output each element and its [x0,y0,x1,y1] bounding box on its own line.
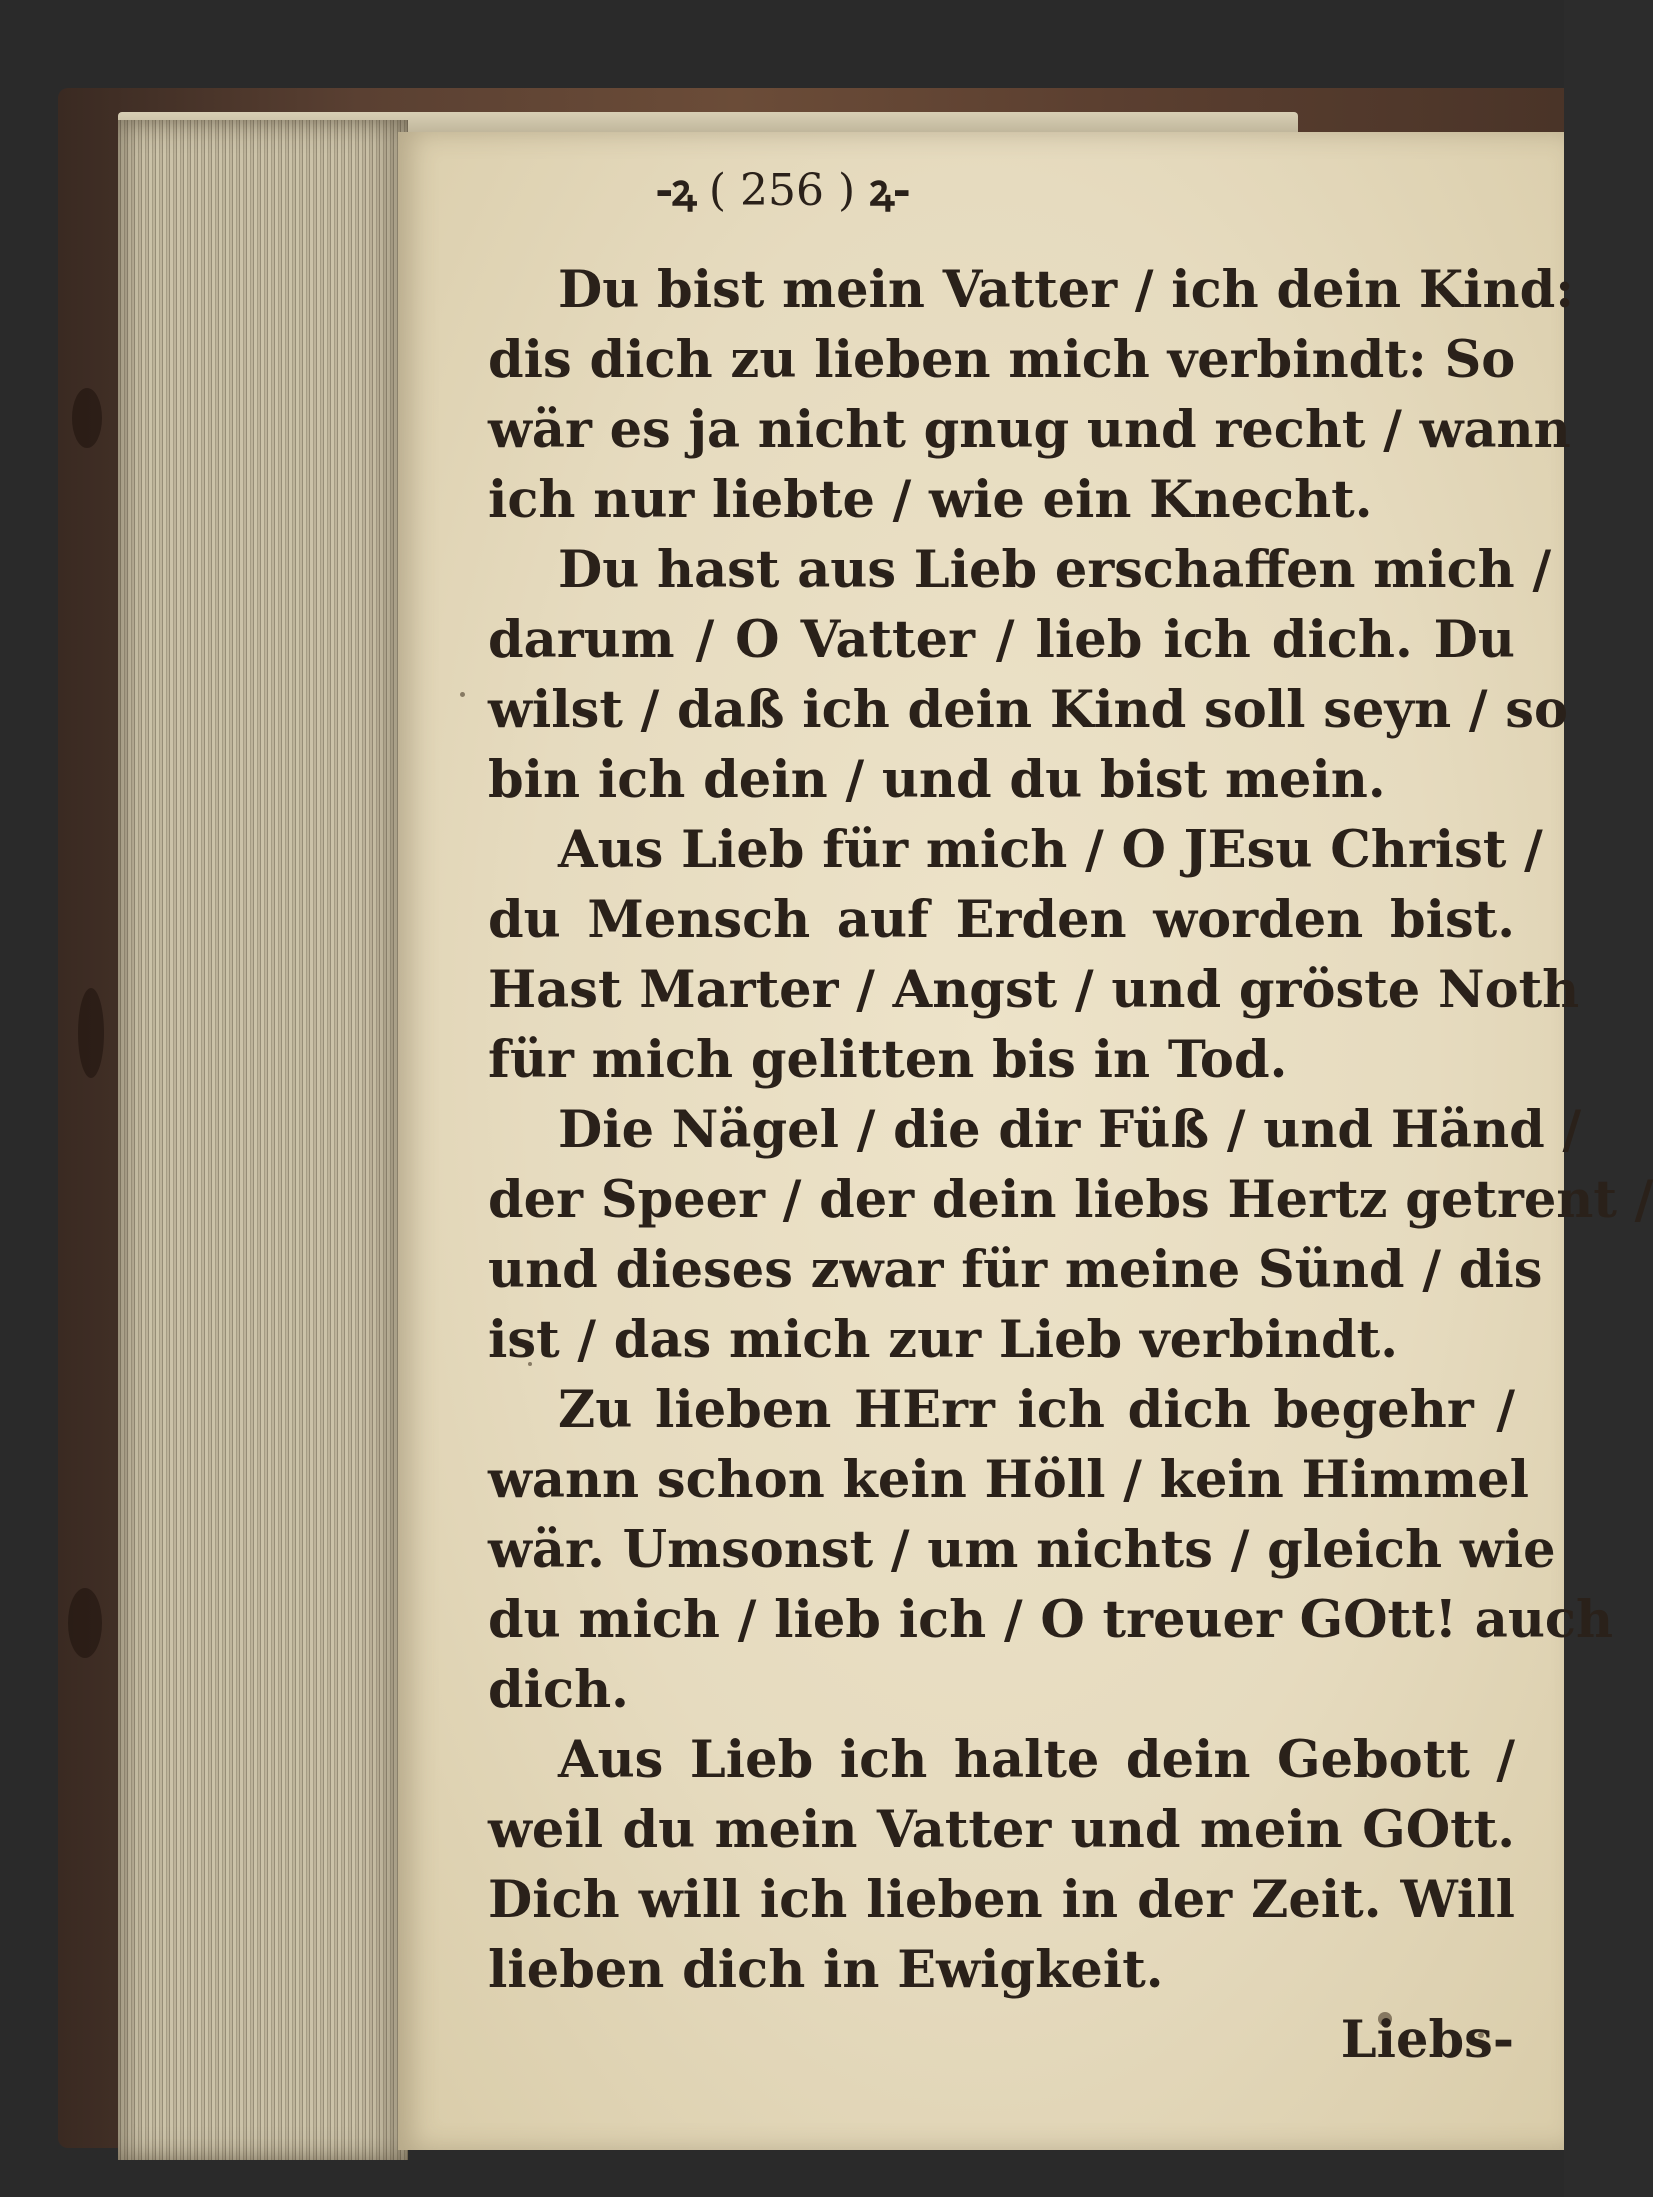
header-left-ornament: -ꝝ [655,165,695,216]
text-line: für mich gelitten bis in Tod. [488,1030,1288,1090]
text-line: und dieses zwar für meine Sünd / dis [488,1240,1543,1300]
text-line: Aus Lieb für mich / O JEsu Christ / [558,820,1543,880]
text-line: ist / das mich zur Lieb verbindt. [488,1310,1398,1370]
text-line: Hast Marter / Angst / und gröste Noth [488,960,1580,1020]
text-line: darum / O Vatter / lieb ich dich. Du [488,610,1515,670]
text-line: dich. [488,1660,629,1720]
catchword: Liebs- [1340,2010,1514,2070]
text-line: bin ich dein / und du bist mein. [488,750,1386,810]
text-line: weil du mein Vatter und mein GOtt. [488,1800,1515,1860]
page-header [0,158,1564,218]
text-line: der Speer / der dein liebs Hertz getrent / [488,1170,1653,1230]
text-line: du mich / lieb ich / O treuer GOtt! auch [488,1590,1614,1650]
text-line: wär. Umsonst / um nichts / gleich wie [488,1520,1556,1580]
page-number: ( 256 ) [708,165,856,216]
cover-stain [72,388,102,448]
text-line: wann schon kein Höll / kein Himmel [488,1450,1529,1510]
text-line: Zu lieben HErr ich dich begehr / [558,1380,1515,1440]
text-line: dis dich zu lieben mich verbindt: So [488,330,1516,390]
page-block-fore-edge [118,120,408,2160]
text-line: lieben dich in Ewigkeit. [488,1940,1164,2000]
cover-stain [78,988,104,1078]
text-line: du Mensch auf Erden worden bist. [488,890,1515,950]
text-line: Dich will ich lieben in der Zeit. Will [488,1870,1515,1930]
text-line: Aus Lieb ich halte dein Gebott / [558,1730,1515,1790]
cover-stain [68,1588,102,1658]
text-line: Die Nägel / die dir Füß / und Händ / [558,1100,1582,1160]
paper-fleck [460,692,465,697]
text-line: Du bist mein Vatter / ich dein Kind: [558,260,1575,320]
text-line: Du hast aus Lieb erschaffen mich / [558,540,1552,600]
text-line: wilst / daß ich dein Kind soll seyn / so [488,680,1569,740]
header-right-ornament: ꝝ- [869,165,909,216]
text-line: wär es ja nicht gnug und recht / wann [488,400,1571,460]
text-line: ich nur liebte / wie ein Knecht. [488,470,1373,530]
